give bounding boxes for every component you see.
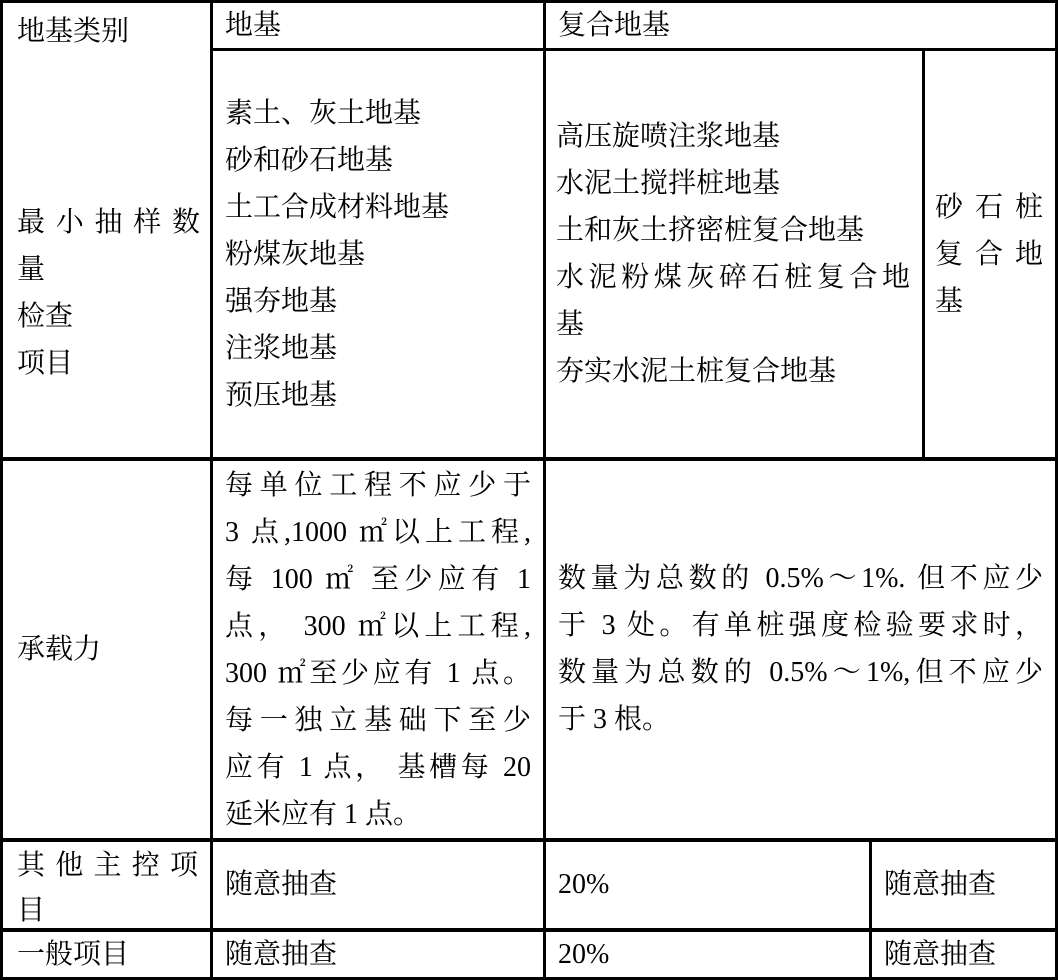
other-main-sand-pile-cell: [872, 841, 1055, 928]
table-text-line: 复合地: [935, 238, 1043, 270]
other-main-composite-cell: [546, 841, 869, 928]
table-text-line: 水泥粉煤灰碎石桩复合地: [556, 262, 910, 293]
other-main-foundation-value: 随意抽查: [225, 869, 338, 900]
table-text-line: 最小抽样数: [17, 207, 200, 238]
table-text-line: 每单位工程不应少于: [225, 470, 531, 501]
table-text-line: 基: [556, 309, 585, 340]
table-text-line: 砂和砂石地基: [225, 144, 394, 176]
table-text-line: 每一独立基础下至少: [225, 705, 531, 736]
table-text-line: 高压旋喷注浆地基: [556, 121, 781, 152]
general-foundation-cell: [213, 931, 543, 977]
table-text-line: 强夯地基: [225, 285, 338, 317]
table-text-line: 数量为总数的 0.5%～1%,但不应少: [558, 657, 1043, 688]
table-text-line: 土工合成材料地基: [225, 191, 450, 223]
table-text-line: 3 点,1000 ㎡以上工程,: [225, 517, 531, 548]
category-header-label: 地基类别: [17, 16, 130, 47]
general-items-label-cell: [3, 931, 210, 977]
other-main-sand-pile-value: 随意抽查: [884, 869, 997, 900]
general-foundation-value: 随意抽查: [225, 938, 338, 970]
general-composite-cell: [546, 931, 869, 977]
table-text-line: 目: [17, 895, 46, 926]
table-text-line: 延米应有 1 点。: [225, 799, 422, 830]
composite-header-label: 复合地基: [558, 10, 671, 41]
table-text-line: 夯实水泥土桩复合地基: [556, 356, 837, 387]
foundation-types-cell: [213, 51, 543, 457]
general-sand-pile-cell: [872, 931, 1055, 977]
table-text-line: 量: [17, 254, 46, 285]
foundation-header-label: 地基: [225, 10, 282, 41]
composite-types-cell: [546, 51, 922, 457]
table-text-line: 预压地基: [225, 379, 338, 411]
table-text-line: 土和灰土挤密桩复合地基: [556, 215, 865, 246]
table-text-line: 检查: [17, 301, 74, 332]
table-text-line: 注浆地基: [225, 332, 338, 364]
general-sand-pile-value: 随意抽查: [884, 938, 997, 970]
table-text-line: 于 3 根。: [558, 704, 671, 735]
table-text-line: 素土、灰土地基: [225, 97, 422, 129]
bearing-capacity-label-cell: [3, 460, 210, 838]
other-main-items-label-cell: [3, 841, 210, 928]
table-text-line: 应有 1 点， 基槽每 20: [225, 752, 531, 783]
table-text-line: 基: [935, 285, 964, 317]
table-text-line: 项目: [17, 348, 74, 379]
category-header-cell: [3, 3, 210, 457]
min-sampling-label: [17, 199, 200, 387]
table-text-line: 粉煤灰地基: [225, 238, 366, 270]
table-text-line: 点， 300 ㎡以上工程,: [225, 611, 531, 642]
bearing-capacity-foundation-cell: [213, 460, 543, 838]
general-items-label: 一般项目: [17, 938, 130, 970]
table-text-line: 于 3 处。有单桩强度检验要求时，: [558, 610, 1043, 641]
table-text-line: 其他主控项: [17, 850, 198, 881]
table-text-line: 水泥土搅拌桩地基: [556, 168, 781, 199]
sand-pile-cell: [925, 51, 1055, 457]
table-text-line: 300 ㎡至少应有 1 点。: [225, 658, 531, 689]
other-main-composite-value: 20%: [558, 869, 610, 900]
bearing-capacity-composite-cell: [546, 460, 1055, 838]
table-text-line: 砂石桩: [935, 191, 1043, 223]
table-text-line: 数量为总数的 0.5%～1%. 但不应少: [558, 563, 1043, 594]
table-text-line: 每 100 ㎡ 至少应有 1: [225, 564, 531, 595]
general-composite-value: 20%: [558, 938, 610, 970]
foundation-header-cell: [213, 3, 543, 48]
other-main-foundation-cell: [213, 841, 543, 928]
composite-header-cell: [546, 3, 1055, 48]
bearing-capacity-label: 承载力: [17, 633, 102, 665]
